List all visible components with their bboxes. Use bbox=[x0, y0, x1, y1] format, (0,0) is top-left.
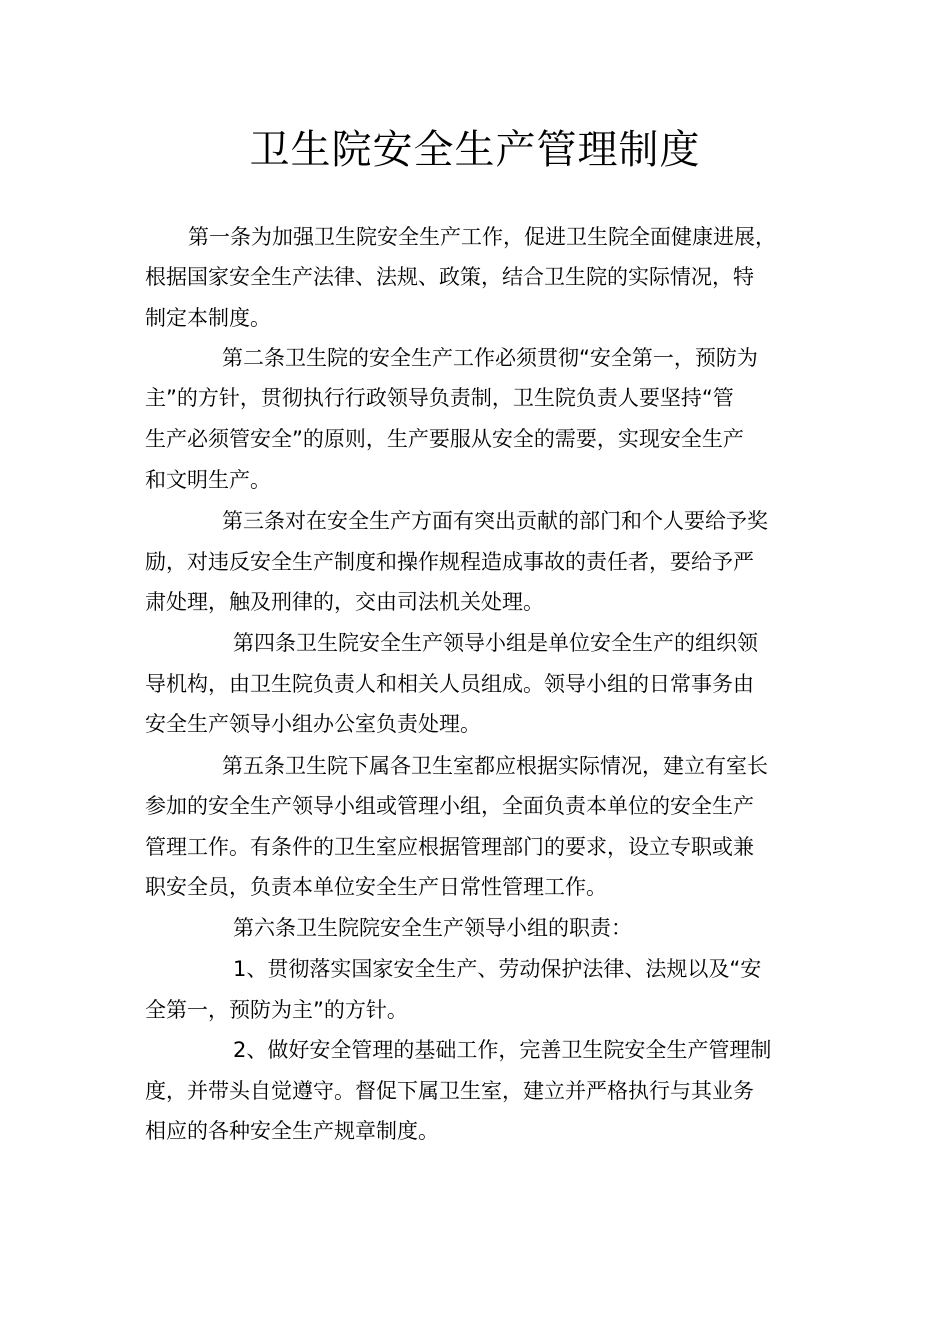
text-line: 度，并带头自觉遵守。督促下属卫生室，建立并严格执行与其业务 bbox=[145, 1079, 754, 1103]
text-line: 第六条卫生院院安全生产领导小组的职责： bbox=[233, 916, 632, 940]
text-line: 第五条卫生院下属各卫生室都应根据实际情况，建立有室长 bbox=[222, 754, 768, 778]
text-line: 相应的各种安全生产规章制度。 bbox=[145, 1119, 439, 1143]
text-line: 2、做好安全管理的基础工作，完善卫生院安全生产管理制 bbox=[233, 1038, 772, 1062]
text-line: 励，对违反安全生产制度和操作规程造成事故的责任者，要给予严 bbox=[145, 550, 754, 574]
text-line: 第二条卫生院的安全生产工作必须贯彻“安全第一，预防为 bbox=[222, 346, 758, 370]
text-line: 第四条卫生院安全生产领导小组是单位安全生产的组织领 bbox=[233, 631, 758, 655]
text-line: 安全生产领导小组办公室负责处理。 bbox=[145, 712, 481, 736]
text-line: 主”的方针，贯彻执行行政领导负责制，卫生院负责人要坚持“管 bbox=[145, 386, 734, 410]
text-line: 和文明生产。 bbox=[145, 468, 271, 492]
text-line: 生产必须管安全”的原则，生产要服从安全的需要，实现安全生产 bbox=[145, 427, 744, 451]
text-line: 第一条为加强卫生院安全生产工作，促进卫生院全面健康进展， bbox=[188, 225, 776, 249]
text-line: 1、贯彻落实国家安全生产、劳动保护法律、法规以及“安 bbox=[233, 957, 762, 981]
text-line: 全第一，预防为主”的方针。 bbox=[145, 998, 408, 1022]
text-line: 制定本制度。 bbox=[145, 306, 271, 330]
text-line: 第三条对在安全生产方面有突出贡献的部门和个人要给予奖 bbox=[222, 509, 768, 533]
document-title: 卫生院安全生产管理制度 bbox=[249, 127, 701, 173]
text-line: 肃处理，触及刑律的，交由司法机关处理。 bbox=[145, 590, 544, 614]
text-line: 导机构，由卫生院负责人和相关人员组成。领导小组的日常事务由 bbox=[145, 672, 754, 696]
text-line: 职安全员，负责本单位安全生产日常性管理工作。 bbox=[145, 875, 607, 899]
text-line: 根据国家安全生产法律、法规、政策，结合卫生院的实际情况，特 bbox=[145, 265, 754, 289]
text-line: 管理工作。有条件的卫生室应根据管理部门的要求，设立专职或兼 bbox=[145, 835, 754, 859]
text-line: 参加的安全生产领导小组或管理小组，全面负责本单位的安全生产 bbox=[145, 794, 754, 818]
